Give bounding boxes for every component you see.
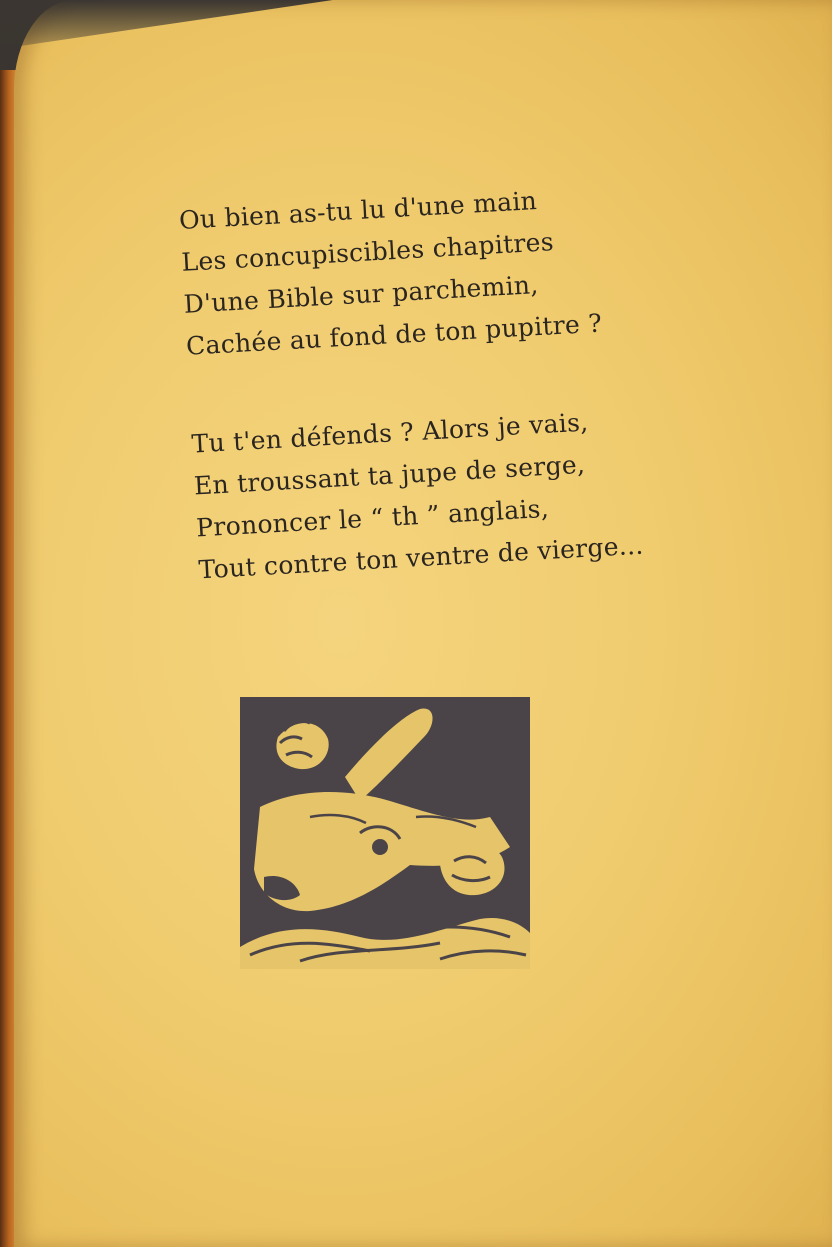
verse-line: Les concupiscibles chapitres — [180, 227, 555, 277]
verse-line: Tu t'en défends ? Alors je vais, — [190, 407, 590, 459]
verse-line: Tout contre ton ventre de vierge... — [197, 530, 645, 585]
woodcut-illustration — [240, 697, 530, 969]
verse-line: Ou bien as-tu lu d'une main — [178, 185, 538, 235]
verse-line: En troussant ta jupe de serge, — [193, 449, 586, 501]
stanza-1 — [178, 171, 707, 368]
verse-line: D'une Bible sur parchemin, — [183, 270, 540, 319]
woodcut-image — [240, 697, 530, 969]
verse-line: Cachée au fond de ton pupitre ? — [185, 308, 603, 361]
verse-line: Prononcer le “ th ” anglais, — [195, 493, 550, 543]
poem — [178, 171, 722, 647]
stanza-2 — [191, 395, 720, 592]
